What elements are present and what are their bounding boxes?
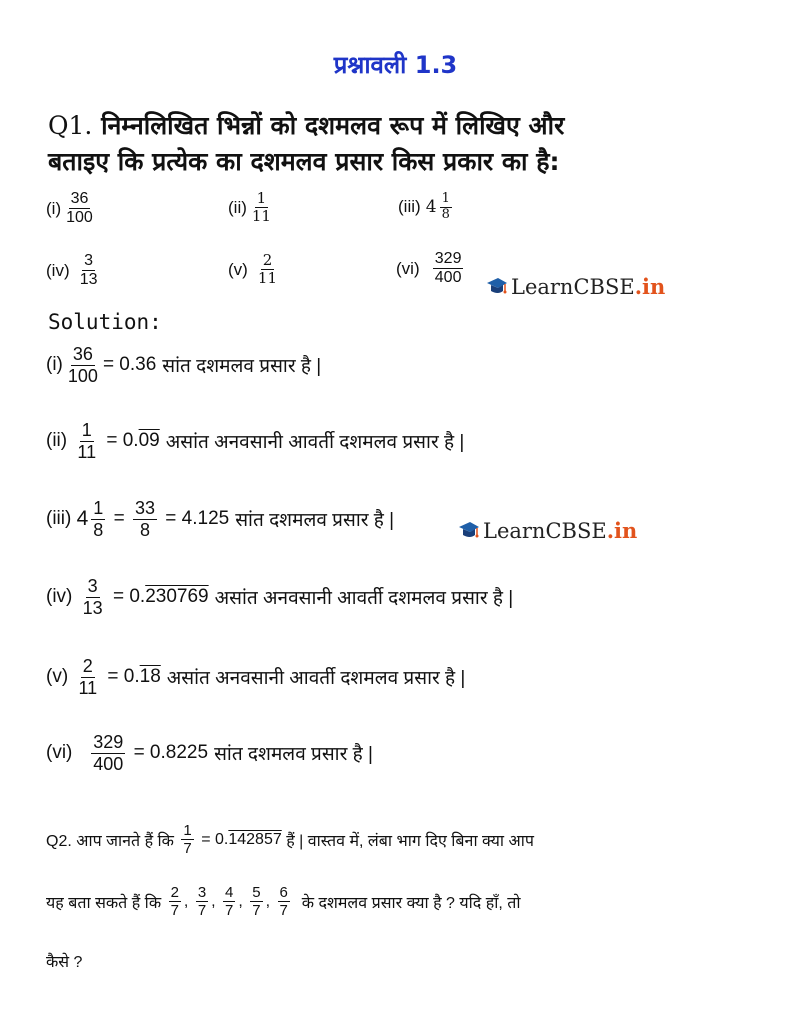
question-number: Q1. xyxy=(48,111,93,140)
logo-suffix: .in xyxy=(606,518,638,543)
option-label: (iii) xyxy=(398,197,421,217)
question-2-line-2-prefix: यह बता सकते हैं कि xyxy=(46,894,162,912)
option-label: (ii) xyxy=(228,197,247,217)
fraction: $\frac{1}{11}$ xyxy=(77,420,97,462)
option-iii xyxy=(398,192,455,223)
answer-text: असांत अनवसानी आवर्ती दशमलव प्रसार है | xyxy=(214,588,514,610)
fraction: $\frac{5}{7}$ xyxy=(252,884,261,920)
option-ii xyxy=(228,190,276,226)
answer-value: = 0. xyxy=(107,666,140,688)
fraction: $\frac{3}{7}$ xyxy=(197,884,207,920)
fraction: $\frac{2}{7}$ xyxy=(170,884,179,920)
option-iv xyxy=(46,252,103,290)
option-vi xyxy=(396,250,466,288)
fraction: $\frac{2}{11}$ xyxy=(78,656,98,698)
answer-value: = 0. xyxy=(201,830,229,848)
fraction: $\frac{3}{13}$ xyxy=(82,576,103,618)
fraction: $\frac{1}{8}$ xyxy=(93,498,104,540)
answer-iii: (iii) 4 $\frac{1}{8}$ = $\frac{33}{8}$ = 4.125 सांत दशमलव प्रसार है | xyxy=(46,498,395,540)
answer-text: सांत दशमलव प्रसार है | xyxy=(162,356,322,378)
answer-label: (v) xyxy=(46,666,69,688)
answer-value: = 0.36 xyxy=(102,354,157,376)
option-label: (iv) xyxy=(46,260,70,280)
recurring-digits: 09 xyxy=(138,430,160,452)
learncbse-logo xyxy=(486,274,665,299)
answer-text: सांत दशमलव प्रसार है | xyxy=(235,510,395,532)
fraction: $\frac{329}{400}$ xyxy=(434,250,462,287)
logo-brand: LearnCBSE xyxy=(511,274,635,299)
fraction: $\frac{33}{8}$ xyxy=(134,498,155,540)
question-2-prefix: Q2. आप जानते हैं कि xyxy=(46,832,174,850)
question-2-rest: हैं | वास्तव में, लंबा भाग दिए बिना क्या आप xyxy=(286,832,534,850)
answer-label: (i) xyxy=(46,354,63,376)
option-label: (i) xyxy=(46,198,62,218)
fraction: $\frac{2}{11}$ xyxy=(257,251,278,288)
answer-ii xyxy=(46,420,464,462)
option-i xyxy=(46,190,98,228)
answer-vi xyxy=(46,732,373,774)
answer-text: असांत अनवसानी आवर्ती दशमलव प्रसार है | xyxy=(165,432,465,454)
fraction: $\frac{36}{100}$ xyxy=(66,190,93,227)
logo-brand: LearnCBSE xyxy=(483,518,607,543)
fraction: $\frac{36}{100}$ xyxy=(67,344,98,386)
question-2-line-1 xyxy=(46,822,534,858)
answer-value: = 0. xyxy=(106,430,139,452)
question-2-line-3: कैसे ? xyxy=(46,954,83,971)
answer-v xyxy=(46,656,465,698)
answer-iv xyxy=(46,576,513,618)
whole-number: 4 xyxy=(76,507,89,531)
fraction: $\frac{1}{11}$ xyxy=(251,189,271,226)
fraction: $\frac{3}{13}$ xyxy=(79,252,98,289)
question-text-line-2: बताइए कि प्रत्येक का दशमलव प्रसार किस प्रकार का है: xyxy=(48,147,560,176)
answer-label: (iv) xyxy=(46,586,73,608)
graduation-cap-icon xyxy=(486,276,508,298)
logo-suffix: .in xyxy=(634,274,666,299)
fraction: $\frac{329}{400}$ xyxy=(93,732,124,774)
option-v xyxy=(228,252,282,288)
recurring-digits: 230769 xyxy=(145,586,209,608)
question-2-line-2-suffix: के दशमलव प्रसार क्या है ? यदि हाँ, तो xyxy=(301,894,521,912)
answer-text: असांत अनवसानी आवर्ती दशमलव प्रसार है | xyxy=(166,668,466,690)
question-1 xyxy=(48,108,564,180)
answer-value: = 4.125 xyxy=(165,508,230,530)
solution-label: Solution: xyxy=(48,310,162,334)
answer-label: (iii) xyxy=(46,508,72,530)
answer-value: = 0.8225 xyxy=(133,742,209,764)
answer-label: (vi) xyxy=(46,742,73,764)
fraction: $\frac{6}{7}$ xyxy=(279,884,288,920)
recurring-digits: 18 xyxy=(139,666,161,688)
fraction: $\frac{4}{7}$ xyxy=(225,884,234,920)
fraction: $\frac{1}{8}$ xyxy=(441,191,450,222)
answer-i xyxy=(46,344,321,386)
answer-label: (ii) xyxy=(46,430,68,452)
option-label: (vi) xyxy=(396,258,420,278)
question-text-line-1: निम्नलिखित भिन्नों को दशमलव रूप में लिखिए और xyxy=(101,111,565,140)
recurring-digits: 142857 xyxy=(228,830,282,848)
whole-number: 4 xyxy=(425,197,437,218)
graduation-cap-icon xyxy=(458,520,480,542)
learncbse-logo xyxy=(458,518,637,543)
question-2-line-2: यह बता सकते हैं कि $\frac{2}{7}$ , $\frac{3}{7}$ , $\frac{4}{7}$ , $\frac{5}{7}$ , $\frac{6}{7}$ के दशमलव प्रसार क्या है ? यदि हाँ, तो xyxy=(46,884,521,920)
fraction: $\frac{1}{7}$ xyxy=(183,822,192,858)
option-label: (v) xyxy=(228,259,248,279)
answer-value: = 0. xyxy=(112,586,146,608)
answer-text: सांत दशमलव प्रसार है | xyxy=(214,744,373,766)
page-title: प्रश्नावली 1.3 xyxy=(333,51,458,79)
